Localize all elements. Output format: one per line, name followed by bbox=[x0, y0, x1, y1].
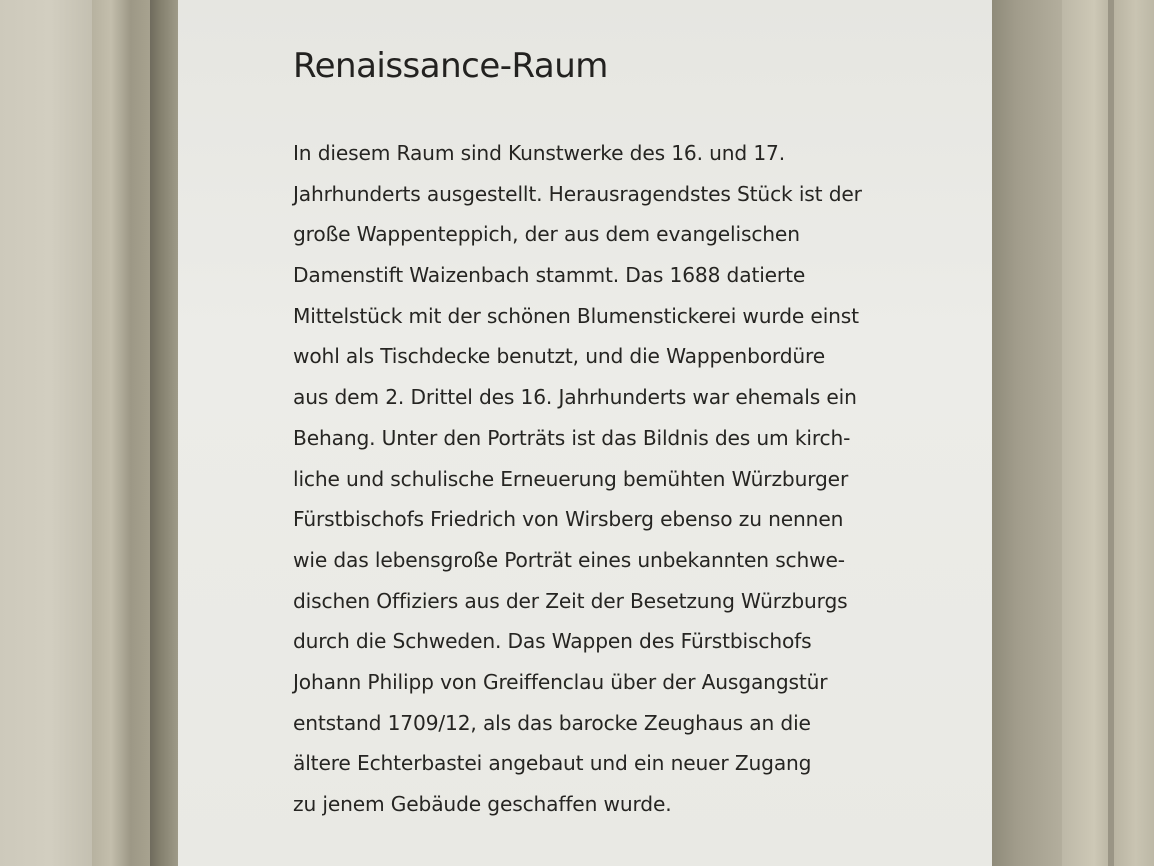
text-line: wie das lebensgroße Porträt eines unbekannten schwe- bbox=[293, 547, 845, 572]
right-frame bbox=[992, 0, 1062, 866]
left-frame-shadow bbox=[150, 0, 178, 866]
text-line: durch die Schweden. Das Wappen des Fürstbischofs bbox=[293, 629, 812, 654]
text-line: Damenstift Waizenbach stammt. Das 1688 datierte bbox=[293, 263, 806, 288]
text-line: In diesem Raum sind Kunstwerke des 16. und 17. bbox=[293, 141, 786, 165]
text-line: ältere Echterbastei angebaut und ein neuer Zugang bbox=[293, 751, 812, 776]
right-wall-groove bbox=[1108, 0, 1114, 866]
text-line: liche und schulische Erneuerung bemühten Würzburger bbox=[293, 466, 849, 491]
text-line: zu jenem Gebäude geschaffen wurde. bbox=[293, 792, 672, 816]
text-line: Jahrhunderts ausgestellt. Herausragendstes Stück ist der bbox=[293, 181, 862, 206]
text-line: wohl als Tischdecke benutzt, und die Wappenbordüre bbox=[293, 344, 826, 369]
text-line: entstand 1709/12, als das barocke Zeughaus an die bbox=[293, 710, 811, 735]
sign-body-text bbox=[293, 133, 953, 825]
sign-title: Renaissance-Raum bbox=[293, 46, 608, 86]
text-line: Fürstbischofs Friedrich von Wirsberg ebenso zu nennen bbox=[293, 507, 844, 532]
text-line: aus dem 2. Drittel des 16. Jahrhunderts war ehemals ein bbox=[293, 385, 857, 410]
left-wall bbox=[0, 0, 92, 866]
text-line: Behang. Unter den Porträts ist das Bildnis des um kirch- bbox=[293, 425, 851, 450]
text-line: große Wappenteppich, der aus dem evangelischen bbox=[293, 222, 800, 247]
text-line: Johann Philipp von Greiffenclau über der Ausgangstür bbox=[293, 669, 828, 694]
text-line: Mittelstück mit der schönen Blumenstickerei wurde einst bbox=[293, 303, 859, 328]
text-line: dischen Offiziers aus der Zeit der Besetzung Würzburgs bbox=[293, 588, 848, 613]
